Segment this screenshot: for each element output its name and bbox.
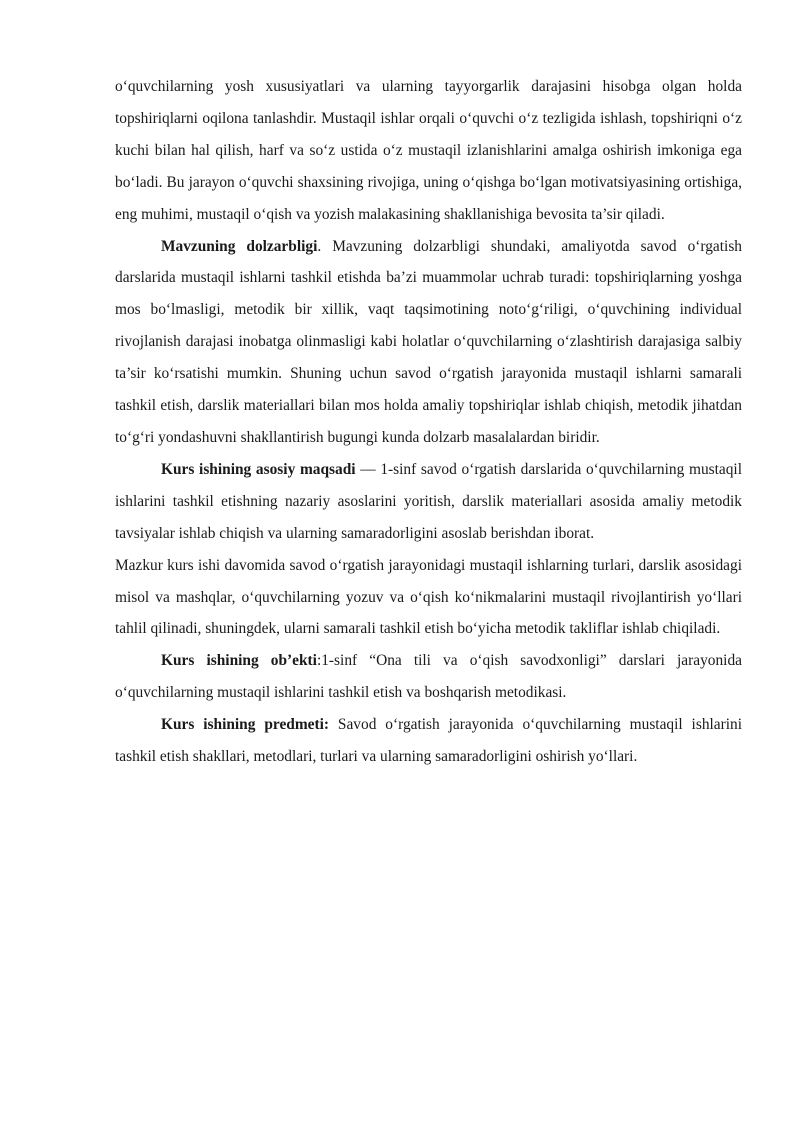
document-page [115,71,742,773]
paragraph-text: o‘quvchilarning yosh xususiyatlari va ularning tayyorgarlik darajasini hisobga olgan holda topshiriqlarni oqilona tanlashdir. Mustaqil ishlar orqali o‘quvchi o‘z tezligida ishlash, topshiriqni o‘z kuchi bilan hal qilish, harf va so‘z ustida o‘z mustaqil izlanishlarini amalga oshirish imkoniga ega bo‘ladi. Bu jarayon o‘quvchi shaxsining rivojiga, uning o‘qishga bo‘lgan motivatsiyasining ortishiga, eng muhimi, mustaqil o‘qish va yozish malakasining shakllanishiga bevosita ta’sir qiladi. [115,78,742,223]
section-heading-subject: Kurs ishining predmeti: [161,716,330,734]
paragraph-object [115,645,742,709]
section-heading-goal: Kurs ishining asosiy maqsadi [161,460,356,478]
paragraph-text: Savod o‘rgatish jarayonida o‘quvchilarning mustaqil ishlarini tashkil etish shakllari, metodlari, turlari va ularning samaradorligini oshirish yo‘llari. [115,716,742,766]
section-heading-object: Kurs ishining ob’ekti [161,652,317,670]
paragraph-goal [115,454,742,550]
paragraph-relevance [115,231,742,454]
paragraph-text: :1-sinf “Ona tili va o‘qish savodxonligi” darslari jarayonida o‘quvchilarning mustaqil ishlarini tashkil etish va boshqarish metodikasi. [115,652,742,702]
paragraph-text: — 1-sinf savod o‘rgatish darslarida o‘quvchilarning mustaqil ishlarini tashkil etishning nazariy asoslarini yoritish, darslik materiallari asosida amaliy metodik tavsiyalar ishlab chiqish va ularning samaradorligini asoslab berishdan iborat. [115,460,742,542]
paragraph-scope [115,550,742,646]
paragraph-subject [115,709,742,773]
paragraph-text: Mazkur kurs ishi davomida savod o‘rgatish jarayonidagi mustaqil ishlarning turlari, darslik asosidagi misol va mashqlar, o‘quvchilarning yozuv va o‘qish ko‘nikmalarini mustaqil rivojlantirish yo‘llari tahlil qilinadi, shuningdek, ularni samarali tashkil etish bo‘yicha metodik takliflar ishlab chiqiladi. [115,556,742,638]
section-heading-relevance: Mavzuning dolzarbligi [161,237,318,255]
paragraph-intro-continuation [115,71,742,231]
paragraph-text: . Mavzuning dolzarbligi shundaki, amaliyotda savod o‘rgatish darslarida mustaqil ishlarni tashkil etishda ba’zi muammolar uchrab turadi: topshiriqlarning yoshga mos bo‘lmasligi, metodik bir xillik, vaqt taqsimotining noto‘g‘riligi, o‘quvchining individual rivojlanish darajasi inobatga olinmasligi kabi holatlar o‘quvchilarning o‘zlashtirish darajasiga salbiy ta’sir ko‘rsatishi mumkin. Shuning uchun savod o‘rgatish jarayonida mustaqil ishlarni samarali tashkil etish, darslik materiallari bilan mos holda amaliy topshiriqlar ishlab chiqish, metodik jihatdan to‘g‘ri yondashuvni shakllantirish bugungi kunda dolzarb masalalardan biridir. [115,237,743,446]
